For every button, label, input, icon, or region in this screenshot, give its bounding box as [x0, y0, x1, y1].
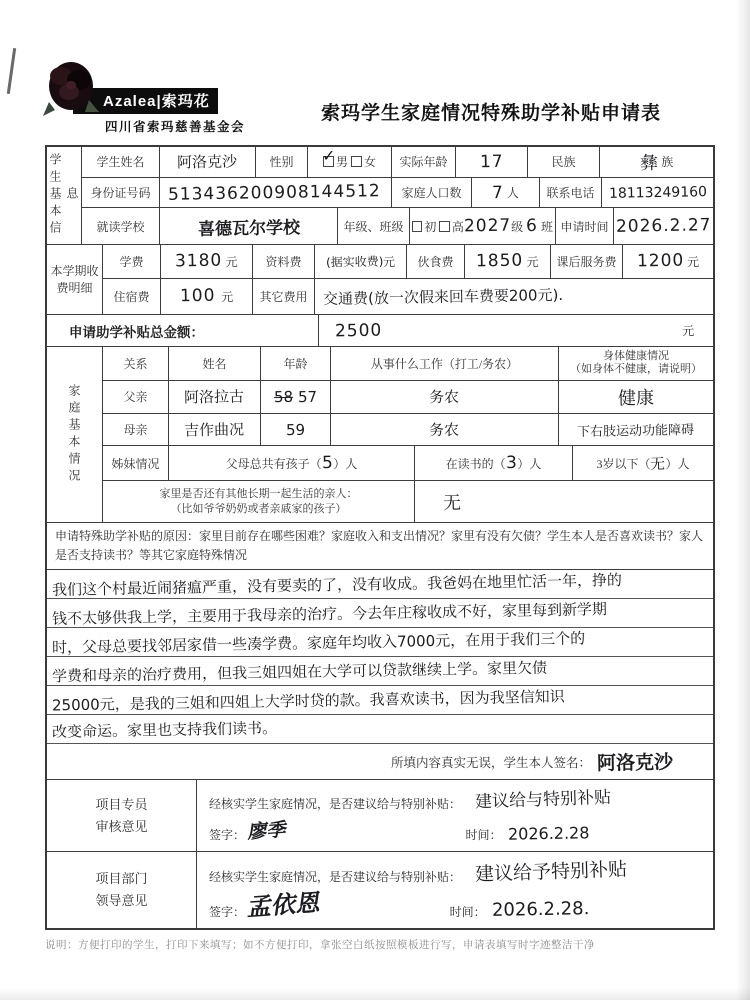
relation-header: 关系: [103, 347, 169, 380]
father-job: 务农: [331, 381, 559, 413]
ethnic-label: 民族: [528, 147, 600, 177]
tuition-label: 学费: [103, 245, 161, 278]
scan-edge-artifact: [0, 988, 750, 1000]
age-field: 17: [456, 147, 528, 177]
leader-prompt: 经核实学生家庭情况，是否建议给与特别补贴：: [209, 870, 462, 885]
total-amount-label: 申请助学补贴总金额：: [47, 315, 319, 346]
ethnic-field: 彝 族: [640, 152, 674, 174]
father-relation: 父亲: [103, 381, 169, 413]
name-header: 姓名: [169, 347, 261, 380]
dorm-label: 住宿费: [103, 279, 161, 314]
specialist-opinion: 建议给与特别补贴: [474, 788, 612, 813]
specialist-signline: [209, 816, 699, 843]
senior-checkbox: [439, 221, 449, 232]
family-header-row: [103, 347, 713, 381]
siblings-label: 姊妹情况: [103, 446, 169, 480]
row-fees-1: [103, 245, 713, 279]
health-header: 身体健康情况 （如身体不健康，请说明）: [570, 349, 702, 376]
name-field: 阿洛克沙: [160, 147, 256, 177]
father-health: 健康: [617, 387, 655, 410]
section-specialist-review: [47, 780, 713, 852]
gender-field: [308, 147, 392, 177]
reason-line: 时，父母总要找邻居家借一些凑学费。家庭年均收入7000元，在用于我们三个的: [47, 628, 713, 657]
section-family: [47, 347, 713, 523]
meal-label: 伙食费: [407, 245, 465, 278]
tuition-field: 3180 元: [161, 245, 253, 278]
foundation-logo: [45, 88, 267, 135]
job-header: 从事什么工作（打工/务农）: [331, 347, 559, 380]
id-field: 513436200908144512: [160, 178, 392, 208]
father-name: 阿洛拉古: [169, 381, 261, 413]
section-label-student: 学生基本信息: [47, 147, 82, 244]
sign-label: 签字：: [209, 905, 246, 920]
grade-label: 年级、班级: [338, 208, 410, 244]
form-footnote: 说明：方便打印的学生，打印下来填写；如不方便打印，拿张空白纸按照模板进行写，申请表填写时字迹整洁干净: [45, 940, 595, 952]
specialist-time: 时间： 2026.2.28: [465, 823, 590, 845]
relatives-row: [103, 481, 713, 522]
gender-label: 性别: [256, 147, 308, 177]
section-label-fees: 本学期收费明细: [47, 245, 103, 314]
student-signature: 阿洛克沙: [596, 751, 674, 776]
meal-field: 1850 元: [465, 245, 551, 278]
organization-name: 四川省索玛慈善基金会: [105, 120, 246, 134]
section-fees: [47, 245, 713, 315]
male-checkbox: ✓: [321, 146, 336, 166]
age-label: 实际年龄: [392, 147, 456, 177]
school-field: 喜德瓦尔学校: [160, 208, 338, 244]
phone-field: 18113249160: [608, 183, 707, 202]
application-form-table: [45, 145, 715, 930]
phone-label: 联系电话: [540, 178, 602, 208]
mother-health: 下右肢运动功能障碍: [577, 423, 695, 441]
section-leader-review: [47, 852, 713, 928]
row-school-grade-date: [82, 208, 714, 244]
student-signature-row: [47, 744, 713, 780]
scan-mark-artifact: [7, 48, 16, 94]
school-label: 就读学校: [82, 208, 160, 244]
leader-review-label: 项目部门 领导意见: [47, 852, 197, 928]
leader-opinion: 建议给予特别补贴: [474, 858, 628, 887]
reason-line: 钱不太够供我上学，主要用于我母亲的治疗。今去年庄稼收成不好，家里每到新学期: [47, 599, 713, 628]
reason-line: 学费和母亲的治疗费用，但我三姐四姐在大学可以贷款继续上学。家里欠债: [47, 657, 713, 686]
confirm-label: 所填内容真实无误，学生本人签名：: [390, 755, 591, 770]
relatives-field: 无: [442, 492, 462, 514]
reason-handwritten-block: [47, 570, 713, 744]
male-label: 男: [335, 155, 348, 170]
row-name-gender-age-ethnic: [82, 147, 714, 178]
leader-signature: 孟依恩: [246, 888, 324, 922]
family-size-label: 家庭人口数: [392, 178, 472, 208]
total-amount-field: 2500 元: [334, 320, 695, 341]
female-label: 女: [364, 155, 377, 170]
section-label-family: 家庭基本情况: [47, 347, 103, 522]
apply-date-field: 2026.2.27: [615, 215, 712, 238]
specialist-review-body: [197, 780, 713, 851]
rose-flower-icon: [41, 58, 103, 127]
material-field: (据实收费) 元: [315, 245, 407, 278]
reason-line: 25000元，是我的三姐和四姐上大学时贷的款。我喜欢读书，因为我坚信知识: [47, 686, 713, 715]
children-count-field: 父母总共有孩子（ 5 ）人: [169, 446, 415, 480]
section-student-info: [47, 147, 713, 245]
material-label: 资料费: [253, 245, 315, 278]
family-size-field: 7 人: [472, 178, 540, 208]
afterschool-field: 1200 元: [636, 250, 700, 272]
studying-count-field: 在读书的（ 3 ）人: [415, 446, 573, 480]
specialist-signature: 廖季: [247, 819, 289, 844]
siblings-row: [103, 446, 713, 481]
row-fees-2: [103, 279, 713, 314]
form-title: 索玛学生家庭情况特殊助学补贴申请表: [320, 103, 661, 124]
junior-checkbox: [412, 221, 422, 232]
grade-field: 初 高 2027 级 6 班: [410, 208, 556, 244]
reason-prompt: 申请特殊助学补贴的原因：家里目前存在哪些困难？家庭收入和支出情况？家里有没有欠债？学生本人是否喜欢读书？家人是否支持读书？等其它家庭特殊情况: [47, 523, 713, 570]
specialist-review-label: 项目专员 审核意见: [47, 780, 197, 851]
reason-line: 我们这个村最近闹猪瘟严重，没有要卖的了，没有收成。我爸妈在地里忙活一年，挣的: [47, 570, 713, 599]
total-amount-unit: 元: [682, 324, 695, 338]
age-header: 年龄: [261, 347, 331, 380]
family-row-mother: [103, 414, 713, 447]
reason-line: 改变命运。家里也支持我们读书。: [47, 715, 713, 744]
afterschool-label: 课后服务费: [551, 245, 623, 278]
row-total-amount: [47, 315, 713, 347]
father-age: 58 57: [261, 381, 331, 413]
mother-job: 务农: [331, 414, 559, 446]
other-fee-label: 其它费用: [253, 279, 315, 314]
scan-edge-artifact: [736, 0, 750, 1000]
sign-label: 签字：: [209, 828, 246, 843]
leader-time: 时间： 2026.2.28.: [449, 898, 590, 922]
mother-name: 吉作曲况: [169, 414, 261, 446]
apply-date-label: 申请时间: [556, 208, 614, 244]
leader-signline: [209, 885, 699, 920]
specialist-prompt: 经核实学生家庭情况，是否建议给与特别补贴：: [209, 797, 462, 812]
other-fee-field: 交通费(放一次假来回车费要200元).: [322, 285, 564, 308]
name-label: 学生姓名: [82, 147, 160, 177]
row-id-familysize-phone: [82, 178, 714, 209]
brand-name: Azalea|索玛花: [73, 88, 218, 114]
mother-relation: 母亲: [103, 414, 169, 446]
female-checkbox: [351, 156, 362, 167]
dorm-field: 100 元: [161, 279, 253, 314]
family-row-father: [103, 381, 713, 414]
id-label: 身份证号码: [82, 178, 160, 208]
leader-review-body: [197, 852, 713, 928]
form-header: [45, 88, 715, 135]
mother-age: 59: [261, 414, 331, 446]
under3-count-field: 3岁以下（ 无 ）人: [596, 454, 690, 473]
relatives-label: 家里是否还有其他长期一起生活的亲人： （比如爷爷奶奶或者亲戚家的孩子）: [103, 481, 415, 522]
